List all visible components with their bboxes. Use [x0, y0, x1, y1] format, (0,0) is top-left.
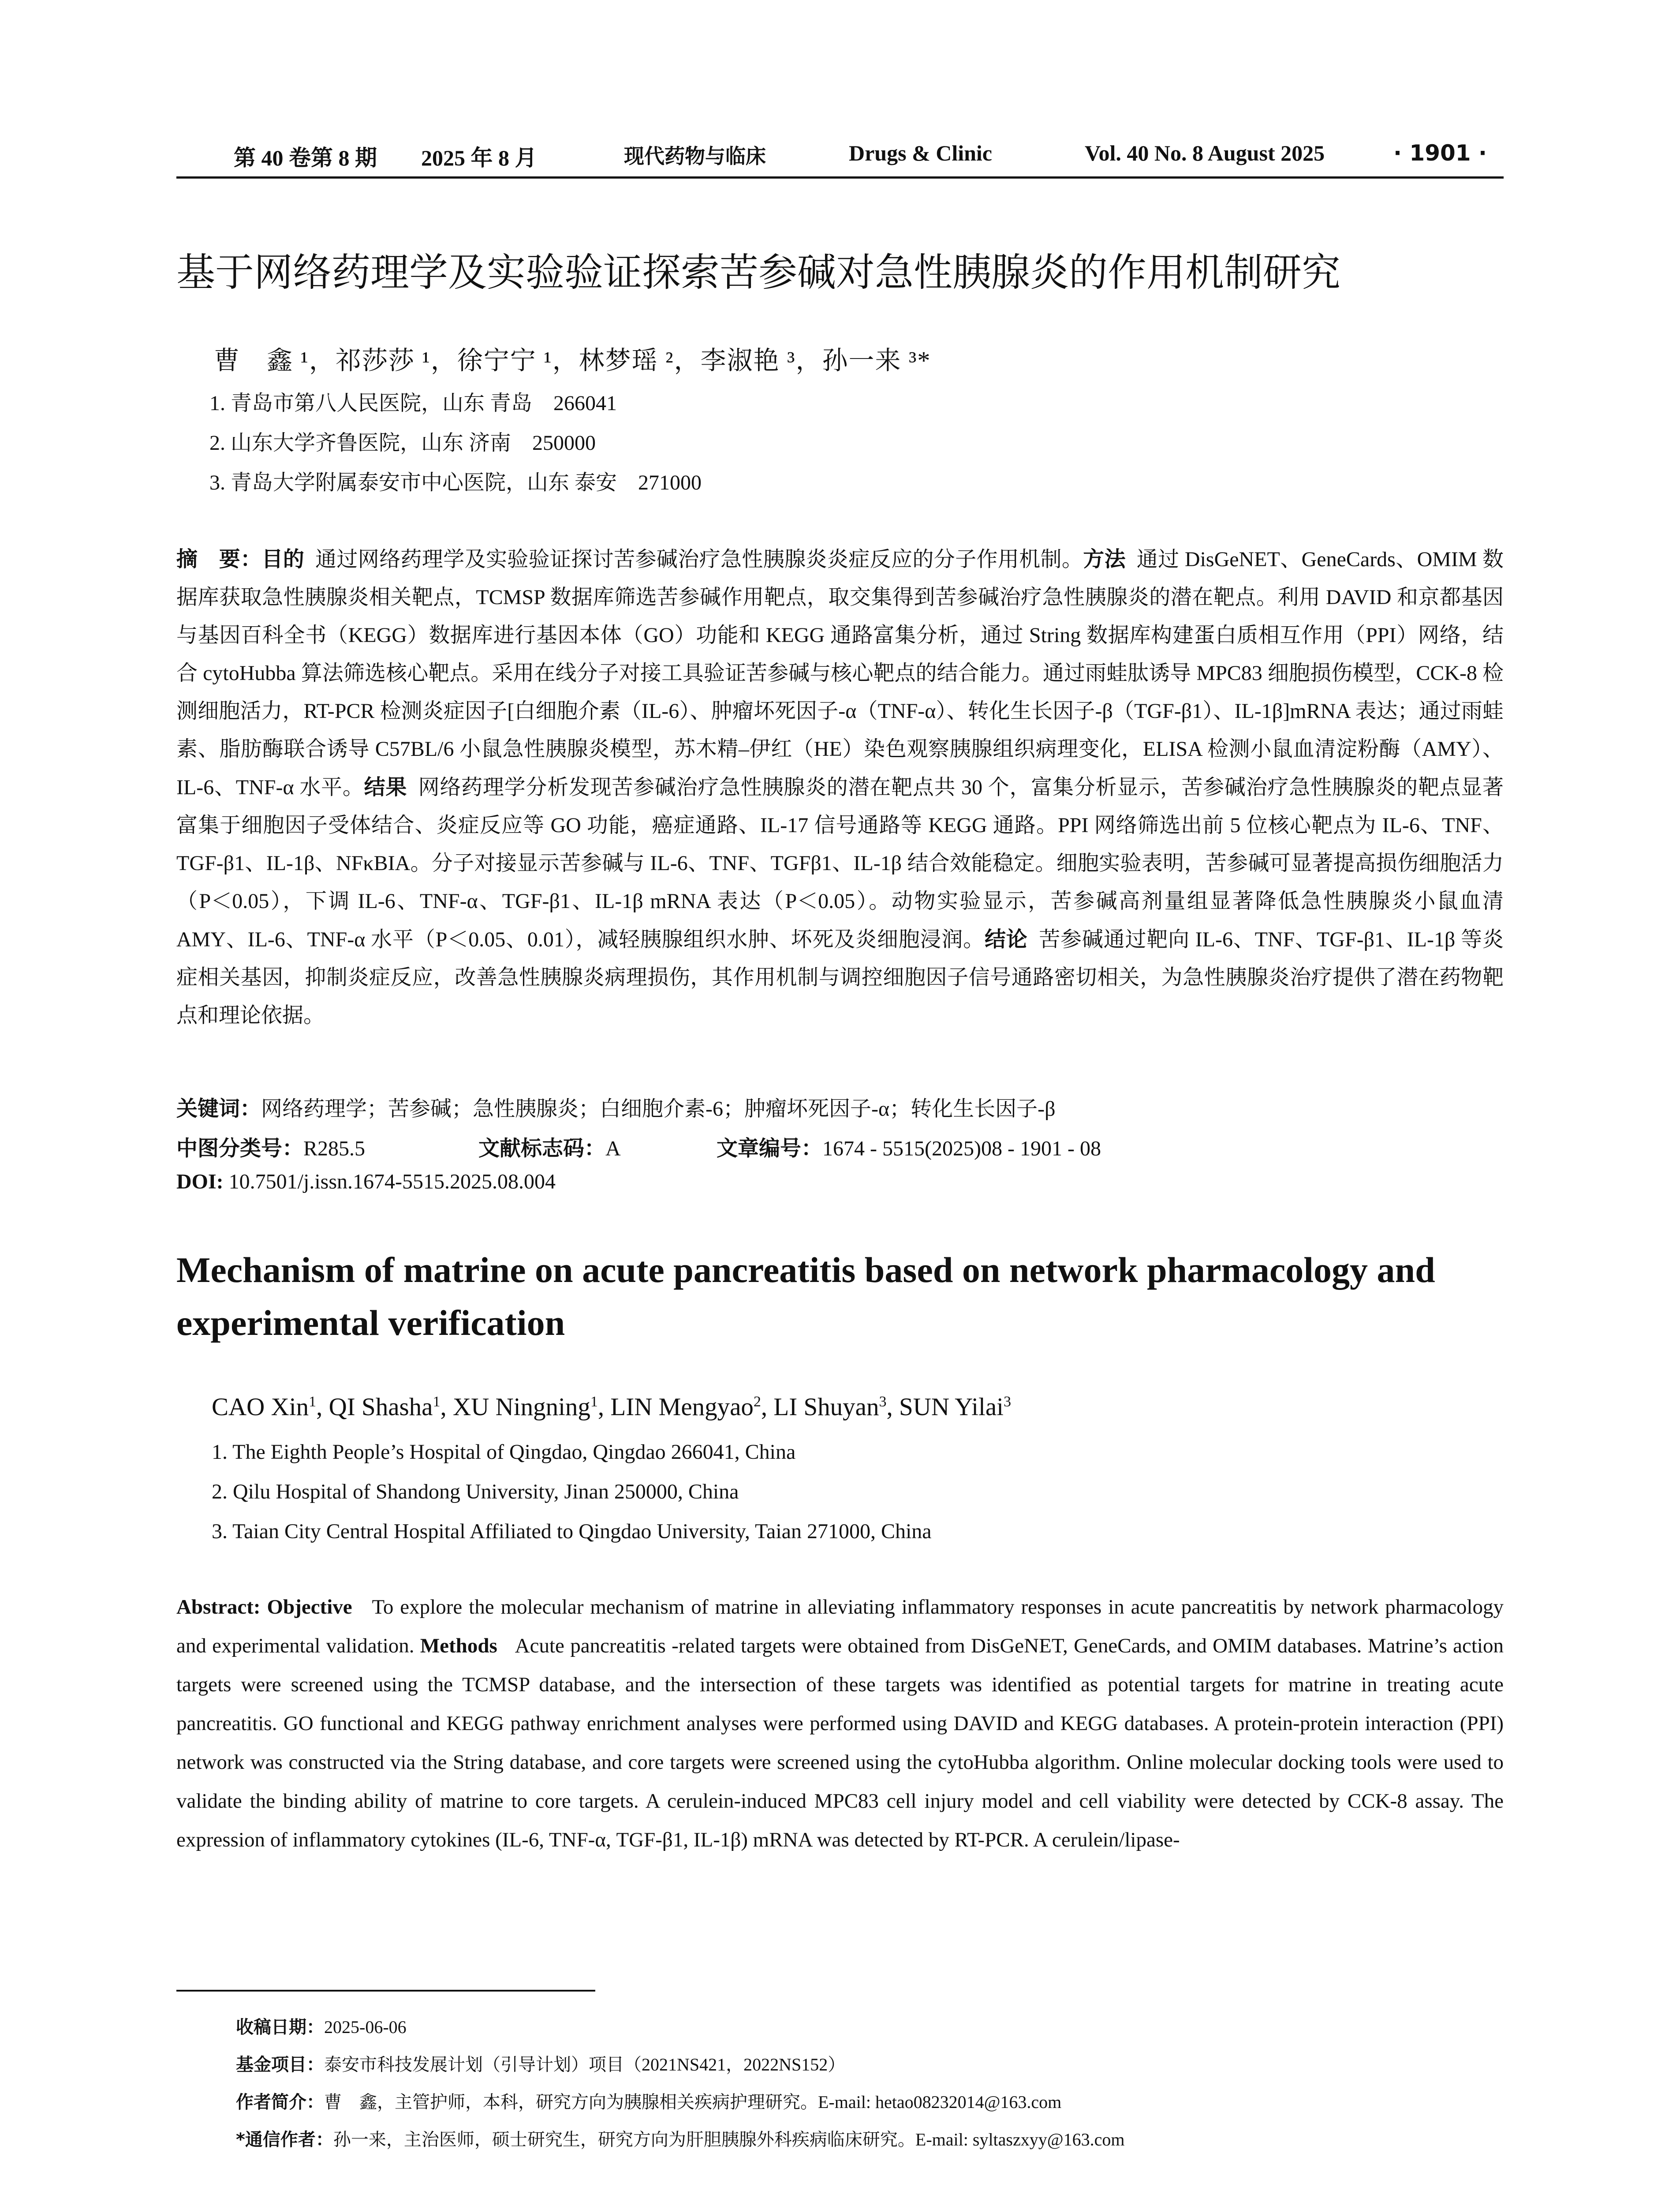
conclusion-text-cn: 苦参碱通过靶向 IL-6、TNF、TGF-β1、IL-1β 等炎症相关基因，抑制炎症反应，改善急性胰腺炎病理损伤，其作用机制与调控细胞因子信号通路密切相关，为急性胰腺炎治疗提供了潜在药物靶点和理论依据。: [176, 928, 1504, 1027]
footnote-corresponding: [236, 2126, 1124, 2151]
author-en: SUN Yilai: [899, 1393, 1004, 1421]
author-bio-label: 作者简介：: [236, 2092, 324, 2112]
affiliation-en-3: 3. Taian City Central Hospital Affiliated to Qingdao University, Taian 271000, China: [212, 1520, 932, 1543]
footnote-received: [236, 2013, 407, 2038]
author-aff: 3: [879, 1394, 887, 1410]
doi-label: DOI:: [176, 1170, 224, 1193]
author-bio-value: 曹 鑫，主管护师，本科，研究方向为胰腺相关疾病护理研究。E-mail: hetao08232014@163.com: [324, 2092, 1062, 2112]
methods-label-en: Methods: [420, 1634, 497, 1657]
keywords-text-cn: 网络药理学；苦参碱；急性胰腺炎；白细胞介素-6；肿瘤坏死因子-α；转化生长因子-β: [261, 1097, 1056, 1121]
corresponding-label: *通信作者：: [236, 2130, 333, 2150]
received-value: 2025-06-06: [324, 2017, 407, 2037]
article-number-line: [717, 1131, 1101, 1162]
abstract-label-en: Abstract: Objective: [176, 1596, 352, 1618]
abstract-label-cn: 摘 要：: [176, 547, 262, 572]
methods-text-en: Acute pancreatitis -related targets were obtained from DisGeNET, GeneCards, and OMIM databases. Matrine’s action targets were screened using the TCMSP database, and the intersection of these targets was identified as potential targets for matrine in treating acute pancreatitis. GO functional and KEGG pathway enrichment analyses were performed using DAVID and KEGG databases. A protein-protein interaction (PPI) network was constructed via the String database, and core targets were screened using the cytoHubba algorithm. Online molecular docking tools were used to validate the binding ability of matrine to core targets. A cerulein-induced MPC83 cell injury model and cell viability were detected by CCK-8 assay. The expression of inflammatory cytokines (IL-6, TNF-α, TGF-β1, IL-1β) mRNA was detected by RT-PCR. A cerulein/lipase-: [176, 1634, 1504, 1851]
received-label: 收稿日期：: [236, 2017, 324, 2037]
clc-value: R285.5: [303, 1137, 366, 1160]
footnote-author-bio: [236, 2088, 1061, 2113]
paper-title-en: Mechanism of matrine on acute pancreatitis based on network pharmacology and experimental verification: [176, 1250, 1435, 1343]
author-aff: 1: [433, 1394, 441, 1410]
author-aff: 1: [309, 1394, 317, 1410]
affiliation-en-2: 2. Qilu Hospital of Shandong University, Jinan 250000, China: [212, 1480, 739, 1503]
doccode-label: 文献标志码：: [478, 1136, 606, 1161]
doccode-value: A: [605, 1137, 621, 1160]
results-text-cn: 网络药理学分析发现苦参碱治疗急性胰腺炎的潜在靶点共 30 个，富集分析显示，苦参碱治疗急性胰腺炎的靶点显著富集于细胞因子受体结合、炎症反应等 GO 功能，癌症通路、IL-17 信号通路等 KEGG 通路。PPI 网络筛选出前 5 位核心靶点为 IL-6、TNF、TGF-β1、IL-1β、NFκBIA。分子对接显示苦参碱与 IL-6、TNF、TGFβ1、IL-1β 结合效能稳定。细胞实验表明，苦参碱可显著提高损伤细胞活力（P＜0.05），下调 IL-6、TNF-α、TGF-β1、IL-1β mRNA 表达（P＜0.05）。动物实验显示，苦参碱高剂量组显著降低急性胰腺炎小鼠血清 AMY、IL-6、TNF-α 水平（P＜0.05、0.01），减轻胰腺组织水肿、坏死及炎细胞浸润。: [176, 776, 1504, 951]
author-en: QI Shasha: [329, 1393, 433, 1421]
affiliation-en-1: 1. The Eighth People’s Hospital of Qingdao, Qingdao 266041, China: [212, 1440, 796, 1464]
author-en: XU Ningning: [453, 1393, 590, 1421]
keywords-label-cn: 关键词：: [176, 1096, 261, 1121]
fund-value: 泰安市科技发展计划（引导计划）项目（2021NS421，2022NS152）: [324, 2055, 846, 2074]
author-aff: 2: [753, 1394, 761, 1410]
paper-title-cn: 基于网络药理学及实验验证探索苦参碱对急性胰腺炎的作用机制研究: [176, 250, 1341, 295]
footnote-fund: [236, 2051, 845, 2076]
doi-value: 10.7501/j.issn.1674-5515.2025.08.004: [228, 1170, 556, 1193]
conclusion-label-cn: 结论: [984, 927, 1028, 952]
header-volume-en: Vol. 40 No. 8 August 2025: [1085, 141, 1325, 165]
affiliation-cn-3: 3. 青岛大学附属泰安市中心医院，山东 泰安 271000: [209, 471, 702, 494]
article-value: 1674 - 5515(2025)08 - 1901 - 08: [822, 1137, 1101, 1160]
author-en: CAO Xin: [212, 1393, 309, 1421]
authors-cn: 曹 鑫 ¹，祁莎莎 ¹，徐宁宁 ¹，林梦瑶 ²，李淑艳 ³，孙一来 ³*: [214, 346, 931, 375]
author-en: LI Shuyan: [773, 1393, 879, 1421]
header-page-number: · 1901 ·: [1393, 140, 1487, 166]
authors-en: CAO Xin$^1$, QI Shasha$^1$, XU Ningning$^1$, LIN Mengyao$^2$, LI Shuyan$^3$, SUN Yilai$^3$: [212, 1393, 1011, 1421]
author-aff: 1: [590, 1394, 598, 1410]
header-date-cn: 2025 年 8 月: [421, 146, 537, 170]
affiliation-cn-1: 1. 青岛市第八人民医院，山东 青岛 266041: [209, 392, 617, 415]
running-header: [176, 140, 1504, 176]
fund-label: 基金项目：: [236, 2055, 324, 2075]
header-journal-cn: 现代药物与临床: [624, 144, 766, 168]
clc-label: 中图分类号：: [176, 1136, 304, 1161]
author-aff: 3: [1003, 1394, 1011, 1410]
author-en: LIN Mengyao: [610, 1393, 754, 1421]
objective-text-cn: 通过网络药理学及实验验证探讨苦参碱治疗急性胰腺炎炎症反应的分子作用机制。: [315, 548, 1083, 571]
footnote-rule: [176, 1990, 595, 1992]
methods-text-cn: 通过 DisGeNET、GeneCards、OMIM 数据库获取急性胰腺炎相关靶点，TCMSP 数据库筛选苦参碱作用靶点，取交集得到苦参碱治疗急性胰腺炎的潜在靶点。利用 DAVID 和京都基因与基因百科全书（KEGG）数据库进行基因本体（GO）功能和 KEGG 通路富集分析，通过 String 数据库构建蛋白质相互作用（PPI）网络，结合 cytoHubba 算法筛选核心靶点。采用在线分子对接工具验证苦参碱与核心靶点的结合能力。通过雨蛙肽诱导 MPC83 细胞损伤模型，CCK-8 检测细胞活力，RT-PCR 检测炎症因子[白细胞介素（IL-6）、肿瘤坏死因子-α（TNF-α）、转化生长因子-β（TGF-β1）、IL-1β]mRNA 表达；通过雨蛙素、脂肪酶联合诱导 C57BL/6 小鼠急性胰腺炎模型，苏木精–伊红（HE）染色观察胰腺组织病理变化，ELISA 检测小鼠血清淀粉酶（AMY）、IL-6、TNF-α 水平。: [176, 548, 1504, 799]
classification-line: [176, 1131, 365, 1162]
abstract-cn: [176, 540, 1504, 1035]
header-issue-cn: 第 40 卷第 8 期: [234, 146, 377, 170]
results-label-cn: 结果: [364, 775, 407, 800]
abstract-en: [176, 1588, 1504, 1859]
doi-line: [176, 1170, 556, 1194]
objective-label-cn: 目的: [261, 547, 305, 572]
header-rule: [176, 176, 1504, 179]
affiliation-cn-2: 2. 山东大学齐鲁医院，山东 济南 250000: [209, 431, 596, 455]
document-code-line: [478, 1131, 621, 1162]
header-journal-en: Drugs & Clinic: [849, 141, 992, 165]
corresponding-value: 孙一来，主治医师，硕士研究生，研究方向为肝胆胰腺外科疾病临床研究。E-mail: syltaszxyy@163.com: [333, 2130, 1125, 2149]
methods-label-cn: 方法: [1083, 547, 1126, 572]
article-label: 文章编号：: [717, 1136, 823, 1161]
keywords-cn: [176, 1091, 1056, 1122]
objective-text-en: To explore the molecular mechanism of matrine in alleviating inflammatory responses in acute pancreatitis by network pharmacology and experimental validation.: [176, 1596, 1504, 1657]
